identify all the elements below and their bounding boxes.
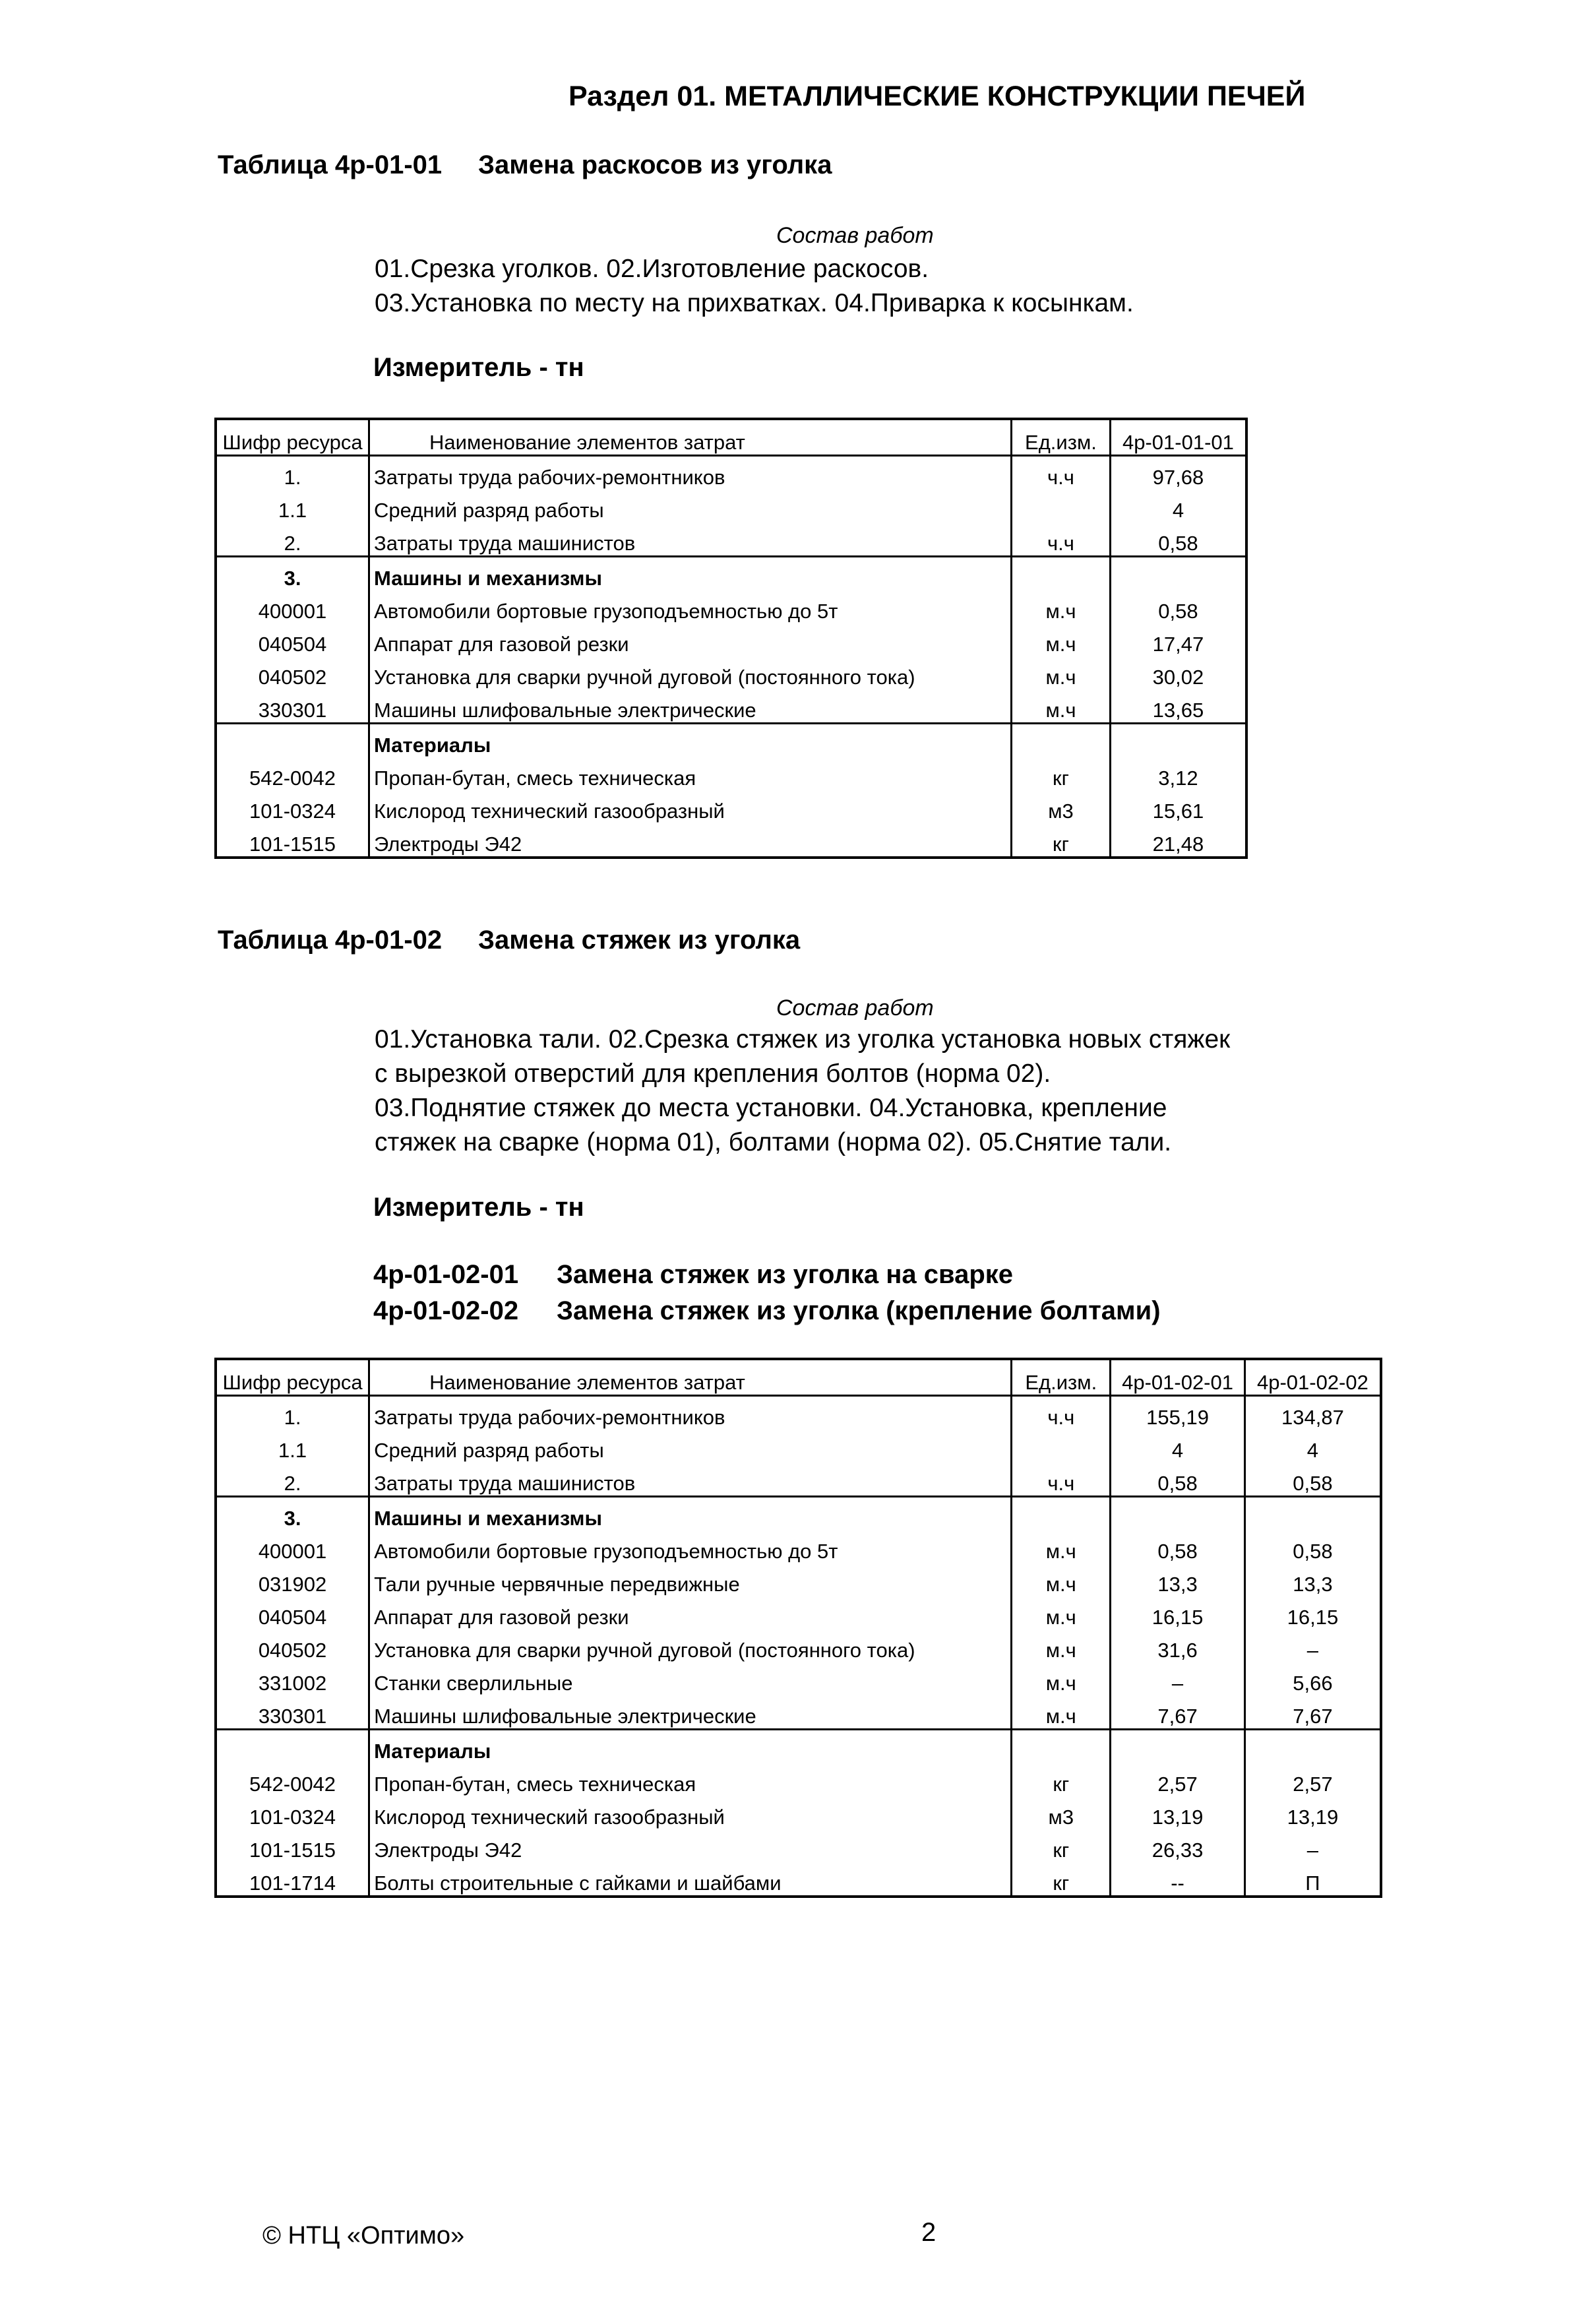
table1-title: Замена раскосов из уголка — [478, 150, 832, 179]
resource-unit: м3 — [1012, 790, 1111, 823]
resource-value-2: – — [1244, 1629, 1381, 1662]
resource-unit: м.ч — [1012, 656, 1111, 689]
work-line: 03.Установка по месту на прихватках. 04.Приварка к косынкам. — [375, 289, 1134, 317]
subnorm-item — [373, 1293, 1161, 1329]
resource-unit — [1012, 489, 1111, 522]
resource-name: Аппарат для газовой резки — [369, 1596, 1012, 1629]
resource-unit: м.ч — [1012, 689, 1111, 724]
page-number: 2 — [921, 2218, 936, 2247]
resource-name: Автомобили бортовые грузоподъемностью до 5т — [369, 590, 1012, 623]
resource-name: Болты строительные с гайками и шайбами — [369, 1862, 1012, 1897]
resource-name: Средний разряд работы — [369, 1430, 1012, 1463]
resource-code: 1.1 — [216, 1430, 369, 1463]
resource-value: 17,47 — [1110, 623, 1246, 656]
resource-value-1: 0,58 — [1111, 1463, 1245, 1497]
resource-value: 15,61 — [1110, 790, 1246, 823]
resource-value-1: -- — [1111, 1862, 1245, 1897]
resource-name: Затраты труда рабочих-ремонтников — [369, 456, 1012, 490]
col-header-code: Шифр ресурса — [216, 1359, 369, 1396]
resource-name: Тали ручные червячные передвижные — [369, 1563, 1012, 1596]
resource-unit — [1012, 1730, 1111, 1764]
table2-caption — [218, 926, 800, 955]
resource-code: 330301 — [216, 1695, 369, 1730]
resource-code: 3. — [216, 557, 369, 591]
resource-unit: кг — [1012, 823, 1111, 858]
table-row — [216, 1662, 1381, 1695]
resource-name: Материалы — [369, 1730, 1012, 1764]
table1-work-composition — [375, 252, 1134, 321]
resource-code: 040502 — [216, 656, 369, 689]
resource-code: 101-1515 — [216, 1829, 369, 1862]
table2-sostav-label: Состав работ — [776, 995, 934, 1021]
col-header-name: Наименование элементов затрат — [369, 1359, 1012, 1396]
resource-value-2: 16,15 — [1244, 1596, 1381, 1629]
resource-value-1: 155,19 — [1111, 1396, 1245, 1430]
resource-code: 031902 — [216, 1563, 369, 1596]
table1-header-row — [216, 419, 1246, 456]
table-row — [216, 1829, 1381, 1862]
table1-number: Таблица 4р-01-01 — [218, 150, 443, 179]
subnorm-code: 4р-01-02-01 — [373, 1260, 519, 1289]
table-row — [216, 757, 1246, 790]
resource-unit: м.ч — [1012, 1695, 1111, 1730]
resource-code: 101-0324 — [216, 790, 369, 823]
resource-value-1: 4 — [1111, 1430, 1245, 1463]
table-row — [216, 1695, 1381, 1730]
table-row — [216, 1463, 1381, 1497]
resource-value: 30,02 — [1110, 656, 1246, 689]
resource-value: 0,58 — [1110, 590, 1246, 623]
work-line: 03.Поднятие стяжек до места установки. 04.Установка, крепление — [375, 1094, 1167, 1122]
resource-value-1: 16,15 — [1111, 1596, 1245, 1629]
resource-unit: м.ч — [1012, 590, 1111, 623]
resource-code: 1. — [216, 456, 369, 490]
resource-code: 101-1515 — [216, 823, 369, 858]
resource-code: 3. — [216, 1497, 369, 1531]
resource-value-1: 0,58 — [1111, 1530, 1245, 1563]
resource-name: Установка для сварки ручной дуговой (постоянного тока) — [369, 1629, 1012, 1662]
resource-name: Кислород технический газообразный — [369, 790, 1012, 823]
resource-value-1: 31,6 — [1111, 1629, 1245, 1662]
table-row — [216, 790, 1246, 823]
resource-unit: м.ч — [1012, 1530, 1111, 1563]
subnorm-item — [373, 1257, 1161, 1293]
resource-name: Машины и механизмы — [369, 1497, 1012, 1531]
subnorm-title: Замена стяжек из уголка (крепление болтами) — [557, 1296, 1161, 1325]
table-row — [216, 557, 1246, 591]
resource-code: 2. — [216, 1463, 369, 1497]
resource-unit: ч.ч — [1012, 522, 1111, 557]
resource-code: 542-0042 — [216, 1763, 369, 1796]
resource-value — [1110, 557, 1246, 591]
resource-name: Пропан-бутан, смесь техническая — [369, 757, 1012, 790]
table2-work-composition — [375, 1023, 1230, 1160]
resource-value-1: 26,33 — [1111, 1829, 1245, 1862]
resource-value: 97,68 — [1110, 456, 1246, 490]
resource-unit: ч.ч — [1012, 456, 1111, 490]
resource-value-2: – — [1244, 1829, 1381, 1862]
resource-value-2: 13,19 — [1244, 1796, 1381, 1829]
resource-value: 0,58 — [1110, 522, 1246, 557]
resource-name: Затраты труда машинистов — [369, 522, 1012, 557]
work-line: стяжек на сварке (норма 01), болтами (норма 02). 05.Снятие тали. — [375, 1128, 1172, 1156]
resource-value-2: 5,66 — [1244, 1662, 1381, 1695]
table2-resources — [214, 1358, 1382, 1898]
table-row — [216, 689, 1246, 724]
table-row — [216, 1596, 1381, 1629]
resource-unit: м.ч — [1012, 1629, 1111, 1662]
resource-name: Кислород технический газообразный — [369, 1796, 1012, 1829]
resource-name: Электроды Э42 — [369, 1829, 1012, 1862]
col-header-norm: 4р-01-01-01 — [1110, 419, 1246, 456]
table-row — [216, 724, 1246, 758]
resource-name: Машины шлифовальные электрические — [369, 1695, 1012, 1730]
resource-code — [216, 1730, 369, 1764]
table2-number: Таблица 4р-01-02 — [218, 926, 443, 955]
table-row — [216, 1430, 1381, 1463]
resource-code: 331002 — [216, 1662, 369, 1695]
resource-unit: м.ч — [1012, 623, 1111, 656]
table-row — [216, 1796, 1381, 1829]
resource-value-1: 2,57 — [1111, 1763, 1245, 1796]
resource-value-2: 2,57 — [1244, 1763, 1381, 1796]
resource-value-1: 7,67 — [1111, 1695, 1245, 1730]
table1-meter: Измеритель - тн — [373, 353, 584, 382]
resource-code: 040504 — [216, 623, 369, 656]
resource-unit: ч.ч — [1012, 1463, 1111, 1497]
table2-header-row — [216, 1359, 1381, 1396]
resource-code: 101-0324 — [216, 1796, 369, 1829]
resource-unit: кг — [1012, 1862, 1111, 1897]
resource-unit: м3 — [1012, 1796, 1111, 1829]
resource-value-2 — [1244, 1730, 1381, 1764]
resource-value-2 — [1244, 1497, 1381, 1531]
resource-name: Материалы — [369, 724, 1012, 758]
table-row — [216, 522, 1246, 557]
resource-code: 1.1 — [216, 489, 369, 522]
resource-unit — [1012, 1497, 1111, 1531]
resource-value-2: 7,67 — [1244, 1695, 1381, 1730]
resource-code: 2. — [216, 522, 369, 557]
resource-value-2: П — [1244, 1862, 1381, 1897]
resource-name: Средний разряд работы — [369, 489, 1012, 522]
resource-name: Машины шлифовальные электрические — [369, 689, 1012, 724]
resource-unit — [1012, 1430, 1111, 1463]
subnorm-title: Замена стяжек из уголка на сварке — [557, 1260, 1014, 1289]
resource-value-1: – — [1111, 1662, 1245, 1695]
table-row — [216, 1563, 1381, 1596]
table-row — [216, 1862, 1381, 1897]
work-line: 01.Срезка уголков. 02.Изготовление раскосов. — [375, 255, 929, 283]
col-header-unit: Ед.изм. — [1012, 1359, 1111, 1396]
subnorm-code: 4р-01-02-02 — [373, 1296, 519, 1325]
table-row — [216, 1730, 1381, 1764]
table1-resources — [214, 418, 1248, 859]
table2-subnorms — [373, 1257, 1161, 1329]
table-row — [216, 1497, 1381, 1531]
resource-value: 13,65 — [1110, 689, 1246, 724]
resource-value: 3,12 — [1110, 757, 1246, 790]
resource-value-1 — [1111, 1497, 1245, 1531]
resource-unit: кг — [1012, 757, 1111, 790]
resource-code: 1. — [216, 1396, 369, 1430]
resource-name: Станки сверлильные — [369, 1662, 1012, 1695]
resource-value-2: 13,3 — [1244, 1563, 1381, 1596]
resource-unit: кг — [1012, 1829, 1111, 1862]
resource-name: Машины и механизмы — [369, 557, 1012, 591]
resource-name: Установка для сварки ручной дуговой (постоянного тока) — [369, 656, 1012, 689]
resource-value: 4 — [1110, 489, 1246, 522]
resource-value-2: 0,58 — [1244, 1530, 1381, 1563]
table-row — [216, 656, 1246, 689]
resource-name: Электроды Э42 — [369, 823, 1012, 858]
resource-code: 400001 — [216, 1530, 369, 1563]
table-row — [216, 1396, 1381, 1430]
resource-name: Аппарат для газовой резки — [369, 623, 1012, 656]
resource-code: 542-0042 — [216, 757, 369, 790]
resource-code: 101-1714 — [216, 1862, 369, 1897]
resource-unit: кг — [1012, 1763, 1111, 1796]
work-line: 01.Установка тали. 02.Срезка стяжек из уголка установка новых стяжек — [375, 1025, 1231, 1054]
col-header-norm-2: 4р-01-02-02 — [1244, 1359, 1381, 1396]
col-header-unit: Ед.изм. — [1012, 419, 1111, 456]
section-title: Раздел 01. МЕТАЛЛИЧЕСКИЕ КОНСТРУКЦИИ ПЕЧЕЙ — [568, 80, 1306, 112]
table2-title: Замена стяжек из уголка — [478, 926, 801, 955]
resource-value-1: 13,3 — [1111, 1563, 1245, 1596]
table2-meter: Измеритель - тн — [373, 1193, 584, 1222]
table-row — [216, 1763, 1381, 1796]
resource-value: 21,48 — [1110, 823, 1246, 858]
resource-name: Затраты труда рабочих-ремонтников — [369, 1396, 1012, 1430]
table-row — [216, 823, 1246, 858]
resource-unit — [1012, 557, 1111, 591]
table-row — [216, 590, 1246, 623]
col-header-code: Шифр ресурса — [216, 419, 369, 456]
col-header-norm-1: 4р-01-02-01 — [1111, 1359, 1245, 1396]
table-row — [216, 1530, 1381, 1563]
resource-code — [216, 724, 369, 758]
resource-unit: м.ч — [1012, 1563, 1111, 1596]
resource-code: 400001 — [216, 590, 369, 623]
resource-unit: м.ч — [1012, 1596, 1111, 1629]
resource-value-2: 4 — [1244, 1430, 1381, 1463]
table1-caption — [218, 150, 832, 180]
resource-code: 330301 — [216, 689, 369, 724]
table-row — [216, 489, 1246, 522]
table-row — [216, 623, 1246, 656]
resource-value-1: 13,19 — [1111, 1796, 1245, 1829]
resource-unit — [1012, 724, 1111, 758]
work-line: с вырезкой отверстий для крепления болтов (норма 02). — [375, 1059, 1051, 1088]
col-header-name: Наименование элементов затрат — [369, 419, 1012, 456]
footer-copyright: © НТЦ «Оптимо» — [262, 2222, 465, 2250]
resource-name: Автомобили бортовые грузоподъемностью до 5т — [369, 1530, 1012, 1563]
resource-name: Пропан-бутан, смесь техническая — [369, 1763, 1012, 1796]
resource-unit: ч.ч — [1012, 1396, 1111, 1430]
table1-sostav-label: Состав работ — [776, 223, 934, 248]
resource-value-2: 134,87 — [1244, 1396, 1381, 1430]
table-row — [216, 1629, 1381, 1662]
resource-value-1 — [1111, 1730, 1245, 1764]
resource-value — [1110, 724, 1246, 758]
resource-value-2: 0,58 — [1244, 1463, 1381, 1497]
resource-code: 040504 — [216, 1596, 369, 1629]
resource-unit: м.ч — [1012, 1662, 1111, 1695]
resource-code: 040502 — [216, 1629, 369, 1662]
table-row — [216, 456, 1246, 490]
resource-name: Затраты труда машинистов — [369, 1463, 1012, 1497]
